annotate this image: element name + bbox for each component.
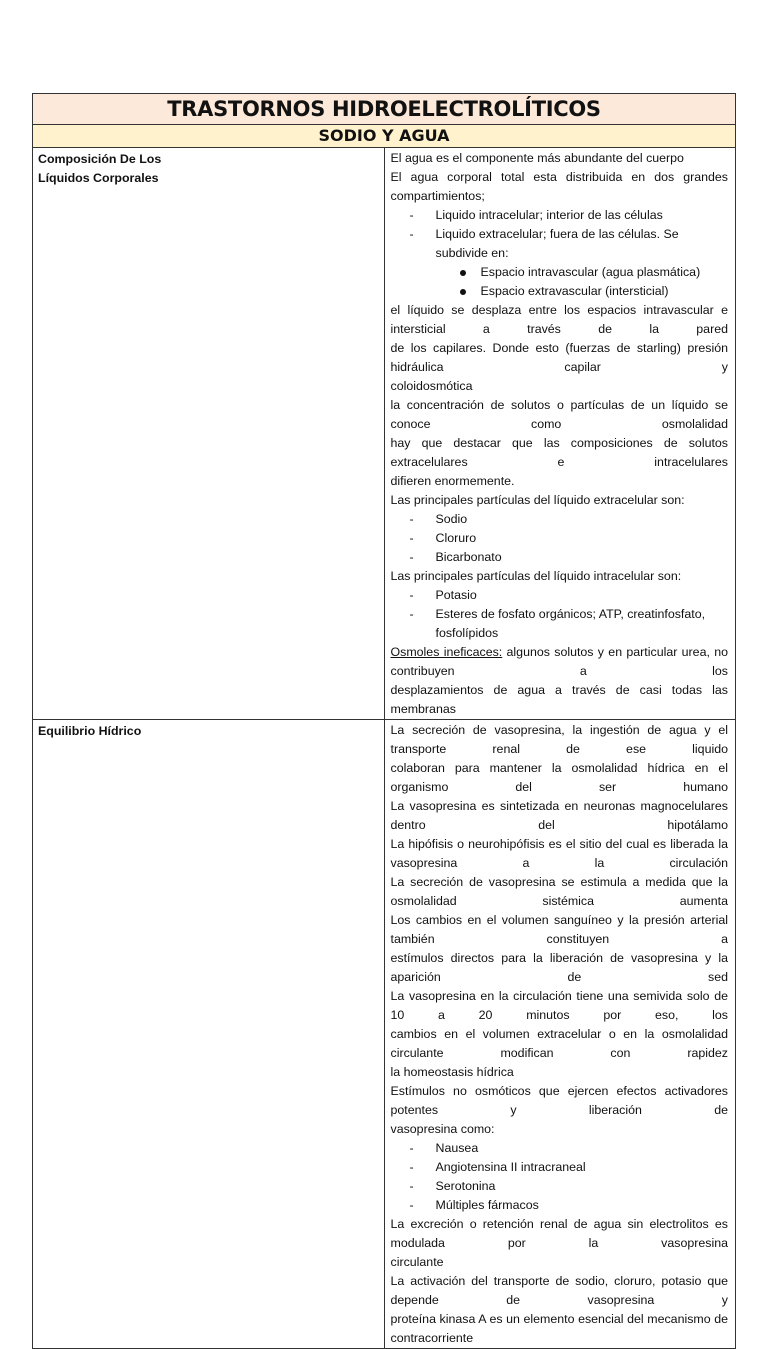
dash-list-item: - Nausea	[391, 1139, 729, 1158]
notes-table	[32, 93, 736, 1349]
paragraph-line: estímulos directos para la liberación de vasopresina y la aparición de sed	[390, 951, 728, 984]
paragraph-line	[391, 643, 729, 681]
underlined-term: Osmoles ineficaces:	[390, 645, 503, 659]
dash-list-item: - Bicarbonato	[391, 548, 729, 567]
paragraph-line: El agua es el componente más abundante del cuerpo	[390, 151, 684, 165]
paragraph-line: Los cambios en el volumen sanguíneo y la presión arterial también constituyen a	[390, 913, 728, 946]
paragraph-line: La hipófisis o neurohipófisis es el sitio del cual es liberada la vasopresina a la circulación	[390, 837, 728, 870]
row-content	[384, 720, 736, 1349]
dash-list-item: - Sodio	[391, 510, 729, 529]
paragraph-line: La secreción de vasopresina se estimula a medida que la osmolalidad sistémica aumenta	[390, 875, 728, 908]
dash-list-item: - Esteres de fosfato orgánicos; ATP, creatinfosfato, fosfolípidos	[391, 605, 729, 643]
paragraph-line: de los capilares. Donde esto (fuerzas de starling) presión hidráulica capilar y	[390, 341, 728, 374]
paragraph-line: cambios en el volumen extracelular o en la osmolalidad circulante modifican con rapidez	[390, 1027, 728, 1060]
row-label	[33, 720, 385, 1349]
paragraph-line: La excreción o retención renal de agua sin electrolitos es modulada por la vasopresina	[390, 1217, 728, 1250]
paragraph-line: La secreción de vasopresina, la ingestión de agua y el transporte renal de ese liquido	[390, 723, 728, 756]
row-label-line: Líquidos Corporales	[38, 171, 159, 185]
paragraph-line: el líquido se desplaza entre los espacios intravascular e intersticial a través de la pared	[390, 303, 728, 336]
table-row	[33, 148, 736, 720]
dash-list-item: - Liquido extracelular; fuera de las células. Se subdivide en:	[391, 225, 729, 263]
paragraph-line: La activación del transporte de sodio, cloruro, potasio que depende de vasopresina y	[390, 1274, 728, 1307]
document-title: TRASTORNOS HIDROELECTROLÍTICOS	[33, 94, 736, 125]
title-row	[33, 94, 736, 125]
paragraph-line: proteína kinasa A es un elemento esencial del mecanismo de contracorriente	[390, 1312, 728, 1345]
paragraph-line: la homeostasis hídrica	[390, 1065, 514, 1079]
paragraph-line: Las principales partículas del líquido extracelular son:	[390, 493, 685, 507]
paragraph-line: Estímulos no osmóticos que ejercen efectos activadores potentes y liberación de	[390, 1084, 728, 1117]
dash-list-item: - Angiotensina II intracraneal	[391, 1158, 729, 1177]
paragraph-line: El agua corporal total esta distribuida en dos grandes compartimientos;	[390, 170, 728, 203]
document-subtitle: SODIO Y AGUA	[33, 125, 736, 148]
paragraph-line: desplazamientos de agua a través de casi todas las membranas	[390, 683, 728, 716]
paragraph-line: la concentración de solutos o partículas de un líquido se conoce como osmolalidad	[390, 398, 728, 431]
paragraph-line: coloidosmótica	[390, 379, 473, 393]
paragraph-line: La vasopresina en la circulación tiene una semivida solo de 10 a 20 minutos por eso, los	[390, 989, 728, 1022]
dash-list-item: - Serotonina	[391, 1177, 729, 1196]
paragraph-line: difieren enormemente.	[390, 474, 515, 488]
paragraph-line: La vasopresina es sintetizada en neuronas magnocelulares dentro del hipotálamo	[390, 799, 728, 832]
row-label-line: Composición De Los	[38, 152, 162, 166]
row-label-line: Equilibrio Hídrico	[38, 724, 142, 738]
bullet-list-item: Espacio extravascular (intersticial)	[391, 282, 729, 301]
dash-list-item: - Cloruro	[391, 529, 729, 548]
row-label	[33, 148, 385, 720]
paragraph-line: circulante	[390, 1255, 444, 1269]
paragraph-line: colaboran para mantener la osmolalidad hídrica en el organismo del ser humano	[390, 761, 728, 794]
subtitle-row	[33, 125, 736, 148]
dash-list-item: - Liquido intracelular; interior de las células	[391, 206, 729, 225]
table-row	[33, 720, 736, 1349]
paragraph-line: Las principales partículas del líquido intracelular son:	[390, 569, 682, 583]
dash-list-item: - Potasio	[391, 586, 729, 605]
paragraph-line: hay que destacar que las composiciones de solutos extracelulares e intracelulares	[390, 436, 728, 469]
row-content	[384, 148, 736, 720]
paragraph-text: algunos solutos y en particular urea, no contribuyen a los	[390, 645, 728, 678]
paragraph-line: vasopresina como:	[390, 1122, 495, 1136]
bullet-list-item: Espacio intravascular (agua plasmática)	[391, 263, 729, 282]
dash-list-item: - Múltiples fármacos	[391, 1196, 729, 1215]
